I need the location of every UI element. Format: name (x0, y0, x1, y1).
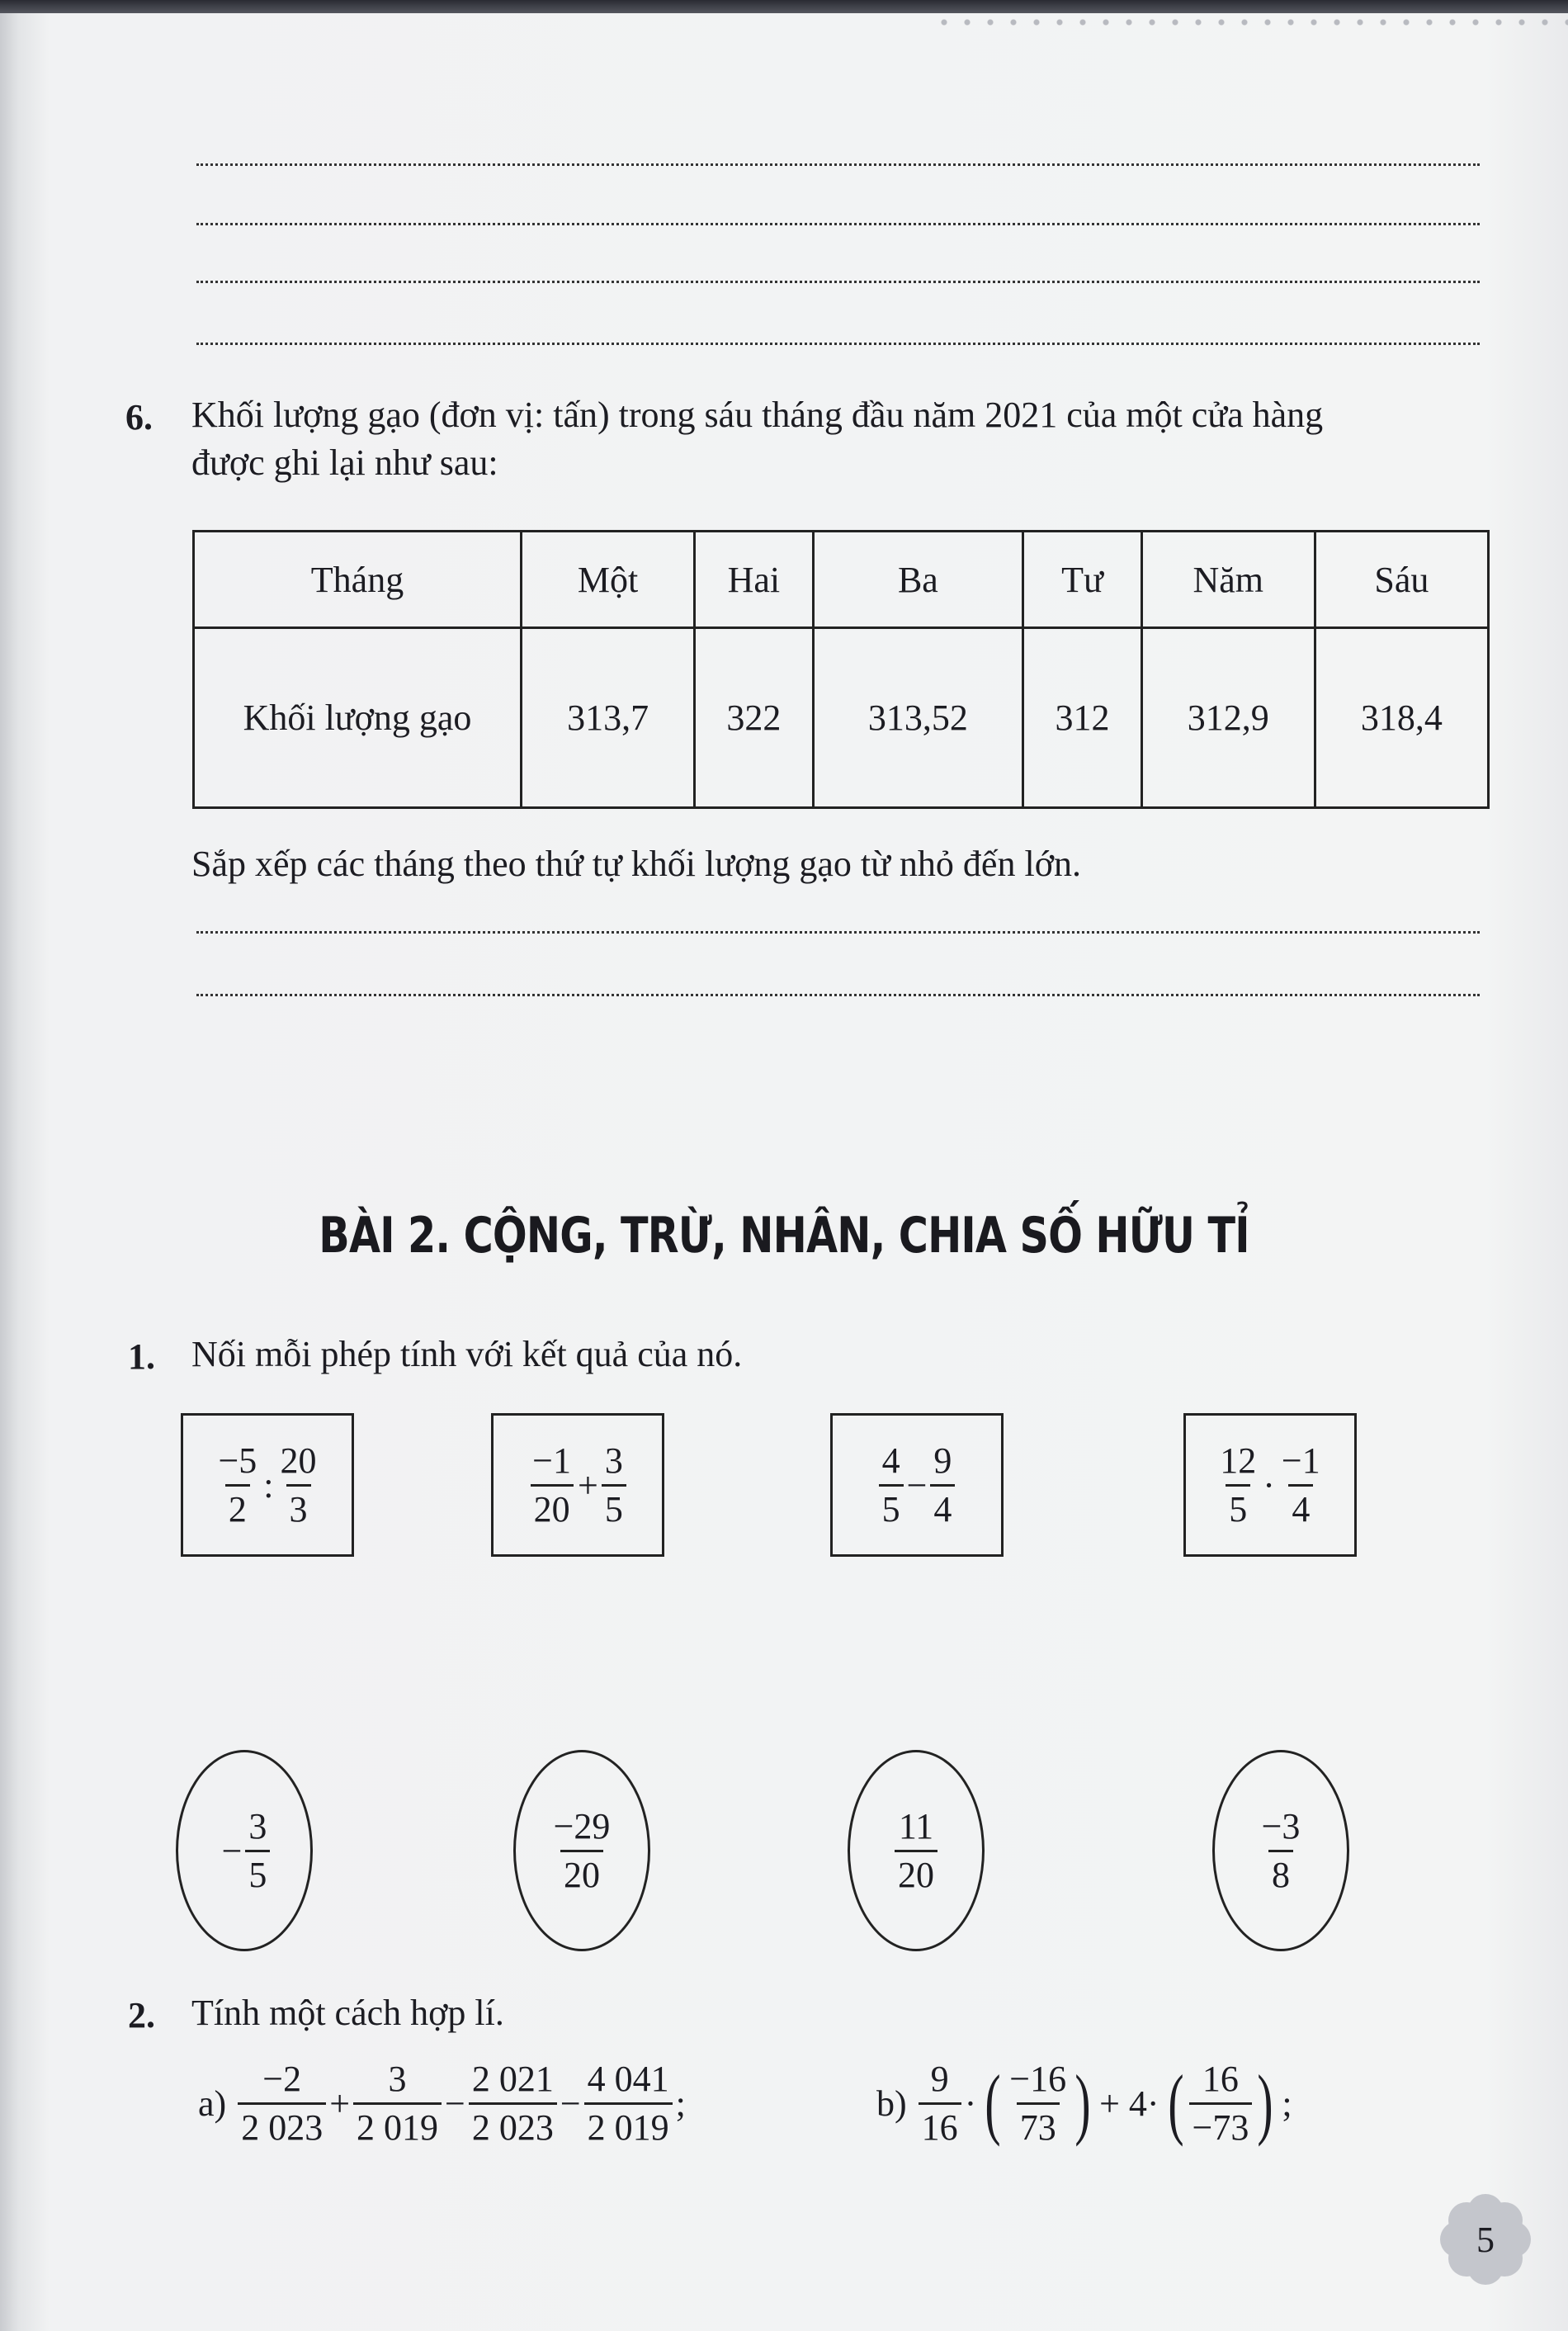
denominator: 2 023 (238, 2102, 326, 2151)
denominator: 3 (286, 1484, 311, 1533)
denominator: 5 (1226, 1484, 1250, 1533)
page-number: 5 (1476, 2219, 1495, 2260)
month-cell: Sáu (1315, 532, 1488, 628)
semicolon: ; (1282, 2083, 1292, 2124)
denominator: 8 (1268, 1850, 1293, 1898)
result-oval-2[interactable] (513, 1750, 650, 1951)
question-2-text: Tính một cách hợp lí. (191, 1993, 504, 2033)
answer-line (196, 931, 1480, 934)
denominator: 2 023 (469, 2102, 557, 2151)
page-number-badge (1440, 2194, 1531, 2285)
operator: − (560, 2083, 581, 2124)
numerator: 3 (388, 2058, 407, 2099)
month-cell: Ba (813, 532, 1023, 628)
month-cell: Năm (1141, 532, 1315, 628)
denominator: 16 (919, 2102, 961, 2151)
numerator: −1 (1281, 1440, 1320, 1481)
part-a-label: a) (198, 2083, 227, 2124)
question-1-text: Nối mỗi phép tính với kết quả của nó. (191, 1334, 743, 1374)
expression-a (195, 2045, 689, 2161)
result-oval-4[interactable] (1212, 1750, 1349, 1951)
semicolon: ; (675, 2083, 686, 2124)
question-6-line-2: được ghi lại như sau: (191, 442, 498, 483)
month-cell: Tư (1023, 532, 1141, 628)
question-2-number: 2. (128, 1995, 155, 2035)
part-b-label: b) (876, 2083, 907, 2124)
denominator: 73 (1017, 2102, 1060, 2151)
numerator: 2 021 (471, 2058, 554, 2099)
denominator: 4 (930, 1484, 955, 1533)
denominator: 5 (245, 1850, 270, 1898)
rice-table (192, 530, 1490, 809)
right-paren-glyph: ) (1257, 2059, 1273, 2147)
answer-line (196, 281, 1480, 283)
operator: − (445, 2083, 465, 2124)
numerator: 11 (898, 1805, 934, 1846)
denominator: 20 (531, 1484, 574, 1533)
answer-line (196, 163, 1480, 166)
header-label: Tháng (194, 532, 522, 628)
row-label: Khối lượng gạo (194, 628, 522, 808)
numerator: 9 (930, 2058, 949, 2099)
denominator: 5 (602, 1484, 626, 1533)
value-cell: 312,9 (1141, 628, 1315, 808)
operation-box-4[interactable] (1183, 1413, 1357, 1557)
denominator: 2 (225, 1484, 250, 1533)
denominator: −73 (1189, 2102, 1253, 2151)
numerator: 4 (881, 1440, 900, 1481)
value-cell: 322 (695, 628, 813, 808)
numerator: −29 (553, 1805, 611, 1846)
right-paren-glyph: ) (1074, 2059, 1091, 2147)
lesson-title: BÀI 2. CỘNG, TRỪ, NHÂN, CHIA SỐ HỮU TỈ (319, 1207, 1249, 1265)
answer-line (196, 994, 1480, 996)
operator: + (578, 1464, 598, 1506)
expression-b: b) $\frac{9}{16}$ · ( $\frac{-16}{73}$ ) + 4· ( $\frac{16}{-73}$ ) ; (873, 2045, 1296, 2161)
denominator: 2 019 (353, 2102, 442, 2151)
operator: − (906, 1464, 928, 1506)
operator: + (329, 2083, 351, 2124)
denominator: 20 (895, 1850, 937, 1898)
numerator: 3 (248, 1805, 267, 1846)
numerator: 9 (933, 1440, 952, 1481)
numerator: −16 (1009, 2058, 1067, 2099)
numerator: −5 (218, 1440, 257, 1481)
value-cell: 318,4 (1315, 628, 1488, 808)
table-value-row (194, 628, 1489, 808)
operator: : (263, 1464, 274, 1506)
top-dot-pattern (933, 15, 1568, 30)
operator: + 4· (1099, 2083, 1159, 2124)
table-header-row (194, 532, 1489, 628)
numerator: 4 041 (587, 2058, 669, 2099)
operator: · (1263, 1464, 1275, 1506)
denominator: 2 019 (584, 2102, 673, 2151)
answer-line (196, 223, 1480, 225)
denominator: 20 (560, 1850, 603, 1898)
denominator: 5 (879, 1484, 904, 1533)
numerator: −1 (532, 1440, 571, 1481)
numerator: 12 (1220, 1440, 1257, 1481)
question-6-line-1: Khối lượng gạo (đơn vị: tấn) trong sáu tháng đầu năm 2021 của một cửa hàng (191, 395, 1324, 435)
value-cell: 312 (1023, 628, 1141, 808)
month-cell: Một (522, 532, 695, 628)
numerator: 16 (1202, 2058, 1239, 2099)
minus-sign: − (221, 1830, 243, 1871)
question-6-number: 6. (125, 397, 153, 437)
question-6-text (191, 391, 1495, 487)
top-edge (0, 0, 1568, 13)
value-cell: 313,7 (522, 628, 695, 808)
question-6-task: Sắp xếp các tháng theo thứ tự khối lượng gạo từ nhỏ đến lớn. (191, 844, 1081, 884)
left-paren-glyph: ( (1167, 2059, 1184, 2147)
operation-box-3[interactable] (830, 1413, 1004, 1557)
denominator: 4 (1288, 1484, 1313, 1533)
question-1-number: 1. (128, 1336, 155, 1377)
numerator: 20 (280, 1440, 317, 1481)
result-oval-1[interactable] (176, 1750, 313, 1951)
value-cell: 313,52 (813, 628, 1023, 808)
numerator: 3 (604, 1440, 623, 1481)
result-oval-3[interactable] (848, 1750, 985, 1951)
left-paren-glyph: ( (985, 2059, 1001, 2147)
operation-box-2[interactable] (491, 1413, 664, 1557)
month-cell: Hai (695, 532, 813, 628)
numerator: −3 (1261, 1805, 1301, 1846)
operation-box-1[interactable] (181, 1413, 354, 1557)
numerator: −2 (262, 2058, 302, 2099)
answer-line (196, 343, 1480, 345)
